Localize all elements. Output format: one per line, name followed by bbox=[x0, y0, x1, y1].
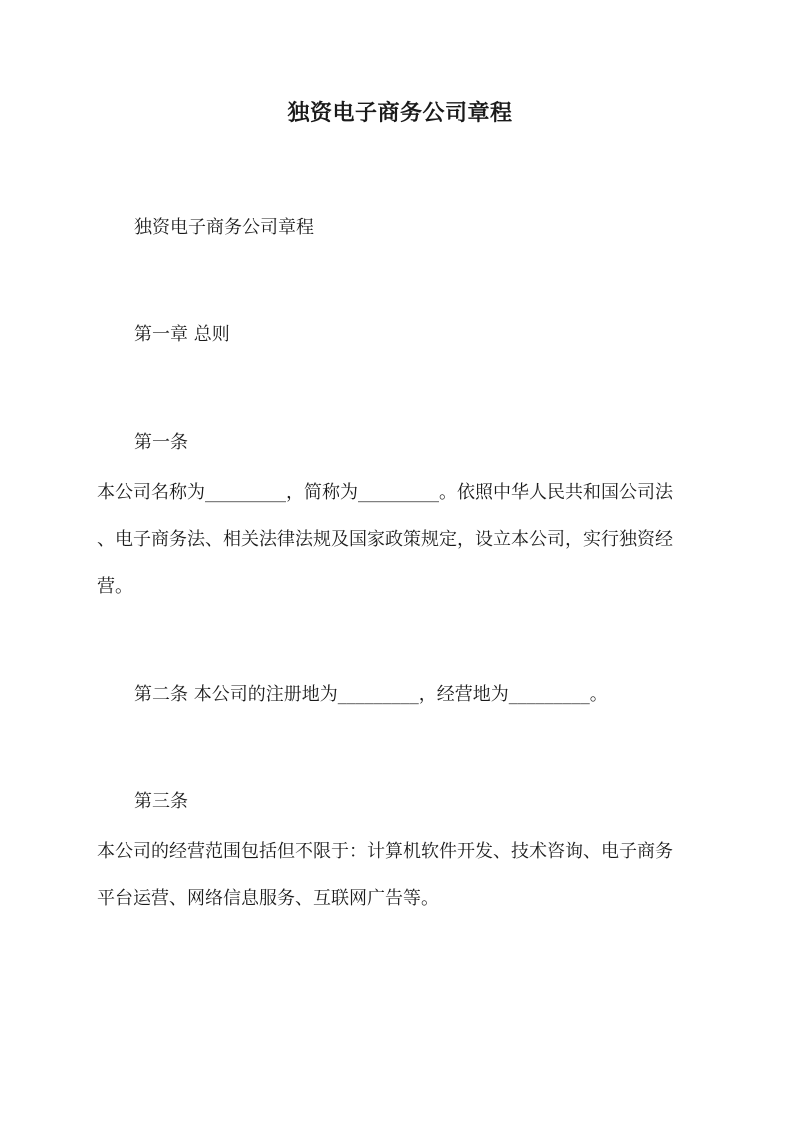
article-3-line-2: 平台运营、网络信息服务、互联网广告等。 bbox=[97, 888, 439, 909]
article-1-line-1: 本公司名称为_________，简称为_________。依照中华人民共和国公司法 bbox=[97, 482, 673, 503]
article-1-line-2: 、电子商务法、相关法律法规及国家政策规定，设立本公司，实行独资经 bbox=[97, 529, 673, 550]
article-1-heading: 第一条 bbox=[134, 432, 188, 453]
document-subtitle: 独资电子商务公司章程 bbox=[134, 217, 314, 238]
article-3-line-1: 本公司的经营范围包括但不限于：计算机软件开发、技术咨询、电子商务 bbox=[97, 841, 673, 862]
article-1-line-3: 营。 bbox=[97, 576, 133, 597]
chapter-heading: 第一章 总则 bbox=[134, 324, 230, 345]
article-3-heading: 第三条 bbox=[134, 791, 188, 812]
document-title: 独资电子商务公司章程 bbox=[287, 100, 513, 126]
article-2-text: 第二条 本公司的注册地为_________，经营地为_________。 bbox=[134, 684, 608, 705]
